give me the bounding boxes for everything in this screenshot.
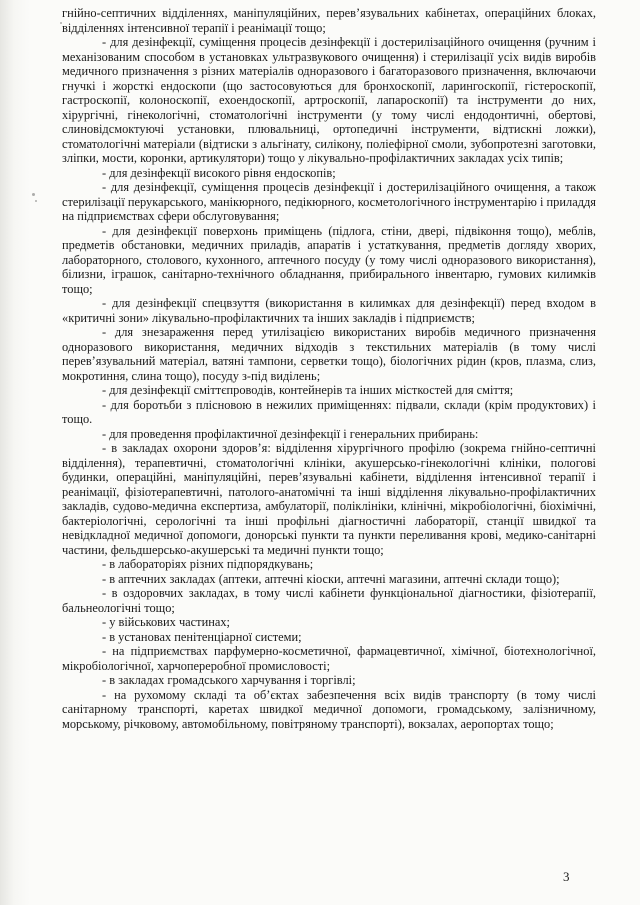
scan-speck (32, 193, 35, 196)
paragraph: - в закладах охорони здоров’я: відділення хірургічного профілю (зокрема гнійно-септичні відділення), терапевтичні, стоматологічні клініки, акушерсько-гінекологічні клініки, пологові будинки, операційні, маніпуляційні, перев’язувальні кабінети, відділення інтенсивної терапії і реанімації, фізіотерапевтичні, патолого-анатомічні та інші відділення лікувально-профілактичних закладів, судово-медична експертиза, амбулаторії, поліклініки, клінічні, мікробіологічні, біохімічні, бактеріологічні, серологічні та інші профільні діагностичні лабораторії, станції швидкої та невідкладної медичної допомоги, донорські пункти та пункти переливання крові, медико-санітарні частини, фельдшерсько-акушерські та медичні пункти тощо; (62, 441, 596, 557)
paragraph: гнійно-септичних відділеннях, маніпуляційних, перев’язувальних кабінетах, операційних блоках, відділеннях інтенсивної терапії і реанімації тощо; (62, 6, 596, 35)
paragraph: - для дезінфекції високого рівня ендоскопів; (102, 165, 336, 180)
paragraph: - для дезінфекції, суміщення процесів дезінфекції і достерилізаційного очищення, а також стерилізації перукарського, манікюрного, педікюрного, косметологічного інструментарію і приладдя на підприємствах сфери обслуговування; (62, 180, 596, 223)
paragraph: - на підприємствах парфумерно-косметичної, фармацевтичної, хімічної, біотехнологічної, мікробіологічної, харчопереробної промисловості; (62, 644, 596, 673)
body-text (62, 6, 596, 731)
paragraph: - в аптечних закладах (аптеки, аптечні кіоски, аптечні магазини, аптечні склади тощо); (102, 571, 560, 586)
paragraph: - для проведення профілактичної дезінфекції і генеральних прибирань: (102, 426, 479, 441)
paragraph: - в закладах громадського харчування і торгівлі; (102, 673, 356, 687)
paragraph: - у військових частинах; (102, 615, 230, 629)
paragraph: - в лабораторіях різних підпорядкувань; (102, 557, 314, 571)
paragraph: - в оздоровчих закладах, в тому числі кабінети функціональної діагностики, фізіотерапії, бальнеологічні тощо; (62, 586, 596, 615)
paragraph: - для боротьби з плісновою в нежилих приміщеннях: підвали, склади (крім продуктових) і тощо. (62, 397, 596, 426)
paragraph: - для дезінфекції, суміщення процесів дезінфекції і достерилізаційного очищення (ручним і механізованим способом в установках ультразвукового очищення) і стерилізації усіх видів виробів медичного призначення з різних матеріалів одноразового і багаторазового призначення, включаючи гнучкі і жорсткі ендоскопи (що застосовуються для бронхоскопії, ларингоскопії, гістероскопії, гастроскопії, колоноскопії, ехоендоскопії, артроскопії, лапароскопії) та інструменти до них, хірургічні, гінекологічні, стоматологічні інструменти (у тому числі ендодонтичні, обертові, слиновідсмоктуючі установки, плювальниці, ортопедичні інструменти, відтискні ложки), стоматологічні матеріали (відтиски з альгінату, силікону, поліефірної смоли, зубопротезні заготовки, зліпки, мости, коронки, артикулятори) тощо у лікувально-профілактичних закладах усіх типів; (62, 35, 596, 165)
paragraph: - на рухомому складі та об’єктах забезпечення всіх видів транспорту (в тому числі санітарному транспорті, каретах швидкої медичної допомоги, громадському, залізничному, морському, річковому, автомобільному, повітряному транспорті), вокзалах, аеропортах тощо; (62, 687, 596, 731)
paragraph: - в установах пенітенціарної системи; (102, 629, 302, 644)
paragraph: - для дезінфекції поверхонь приміщень (підлога, стіни, двері, підвіконня тощо), меблів, предметів обстановки, медичних приладів, апаратів і устаткування, предметів догляду хворих, лабораторного, столового, кухонного, аптечного посуду (у тому числі одноразового використання), білизни, іграшок, санітарно-технічного обладнання, прибирального інвентарю, гумових килимків тощо; (62, 223, 596, 296)
paragraph: - для дезінфекції сміттєпроводів, контейнерів та інших місткостей для сміття; (102, 383, 514, 397)
paragraph: - для знезараження перед утилізацією використаних виробів медичного призначення одноразового використання, медичних відходів з текстильних матеріалів (в тому числі перев’язувальний матеріал, ватяні тампони, серветки тощо), біологічних рідин (кров, плазма, слиз, мокротиння, слина тощо), посуду з-під виділень; (62, 325, 596, 383)
scan-speck (35, 200, 37, 202)
paragraph: - для дезінфекції спецвзуття (використання в килимках для дезінфекції) перед входом в «критичні зони» лікувально-профілактичних та інших закладів і підприємств; (62, 296, 596, 325)
page-number: 3 (563, 869, 570, 884)
